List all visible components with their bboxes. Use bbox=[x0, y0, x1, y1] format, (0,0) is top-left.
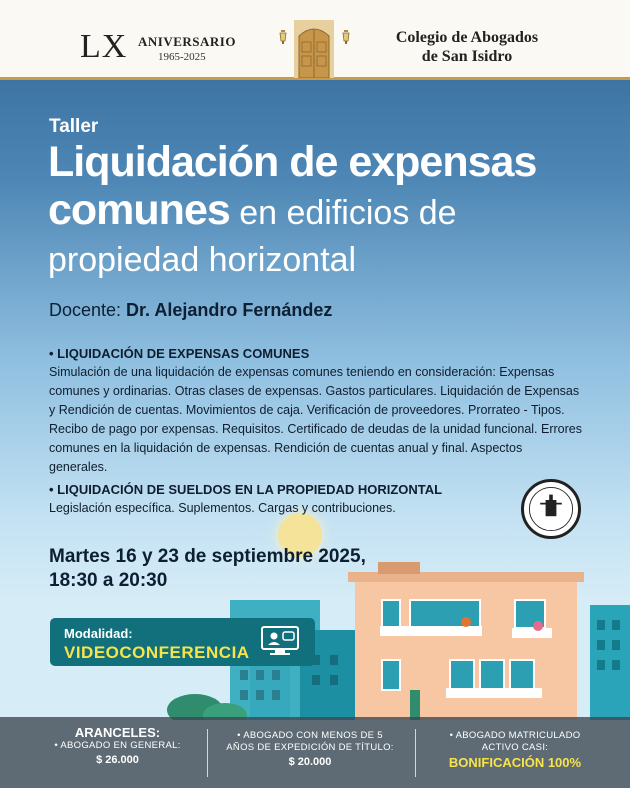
colegio-line-1: Colegio de Abogados bbox=[395, 29, 539, 46]
video-conference-icon bbox=[260, 625, 300, 657]
modalidad-label: Modalidad: bbox=[64, 626, 133, 641]
colegio-seal-icon bbox=[521, 479, 581, 539]
general-label: • ABOGADO EN GENERAL: bbox=[54, 740, 181, 751]
section-body: Legislación específica. Suplementos. Cargas y contribuciones. bbox=[49, 501, 396, 515]
footer-divider bbox=[207, 729, 208, 777]
section-body: Simulación de una liquidación de expensas comunes teniendo en consideración: Expensas comunes y ordinarias. Otras clases de expensas. Gastos particulares. Liquidación de Expensas y Rendición de cuentas. Movimientos de caja. Verificación de proveedores. Prorrateo - Tipos. Recibo de pago por expensas. Requisitos. Certificado de deudas de la unidad funcional. Errores comunes en la liquidación de expensas. Rendición de cuentas anual y final. Aspectos generales. bbox=[49, 365, 582, 474]
section-heading: • LIQUIDACIÓN DE SUELDOS EN LA PROPIEDAD HORIZONTAL bbox=[49, 482, 443, 497]
arancel-matriculado bbox=[420, 717, 610, 788]
aniversario-years: 1965-2025 bbox=[158, 51, 206, 63]
menos5-price: $ 20.000 bbox=[288, 756, 332, 768]
matriculado-label-1: • ABOGADO MATRICULADO bbox=[449, 730, 581, 741]
aranceles-footer bbox=[0, 717, 630, 788]
colegio-line-2: de San Isidro bbox=[421, 48, 513, 65]
header-bar bbox=[0, 0, 630, 80]
title-line-2-bold: comunes bbox=[48, 186, 230, 234]
matriculado-label-2: ACTIVO CASI: bbox=[481, 742, 549, 753]
arancel-menos5 bbox=[212, 717, 408, 788]
general-price: $ 26.000 bbox=[96, 754, 139, 766]
menos5-label-1: • ABOGADO CON MENOS DE 5 bbox=[237, 730, 383, 741]
menos5-label-2: AÑOS DE EXPEDICIÓN DE TÍTULO: bbox=[226, 742, 394, 753]
footer-divider bbox=[415, 729, 416, 777]
modalidad-box bbox=[50, 618, 315, 666]
section-heading: • LIQUIDACIÓN DE EXPENSAS COMUNES bbox=[49, 346, 310, 361]
lx-mark: LX bbox=[80, 28, 128, 65]
modalidad-value: VIDEOCONFERENCIA bbox=[64, 643, 250, 662]
docente bbox=[49, 300, 332, 321]
colegio-name bbox=[385, 28, 549, 66]
aranceles-title: ARANCELES: bbox=[74, 725, 161, 740]
left-lamp-icon bbox=[278, 30, 288, 44]
door-logo-icon bbox=[294, 20, 334, 78]
title-line-2-rest: en edificios de bbox=[229, 194, 457, 232]
bonificacion-label: BONIFICACIÓN 100% bbox=[448, 755, 582, 770]
schedule bbox=[49, 545, 366, 593]
arancel-general bbox=[30, 717, 205, 788]
title-line-3: propiedad horizontal bbox=[48, 241, 357, 279]
title-line-2 bbox=[48, 188, 457, 242]
section-expensas bbox=[49, 346, 584, 477]
section-sueldos bbox=[49, 482, 584, 518]
right-lamp-icon bbox=[341, 30, 351, 44]
aniversario-label: ANIVERSARIO bbox=[138, 34, 236, 49]
docente-label: Docente: bbox=[49, 300, 127, 320]
docente-name: Dr. Alejandro Fernández bbox=[126, 300, 333, 320]
taller-label: Taller bbox=[49, 116, 99, 137]
title-line-1: Liquidación de expensas bbox=[48, 138, 537, 186]
schedule-time: 18:30 a 20:30 bbox=[49, 570, 168, 591]
schedule-dates: Martes 16 y 23 de septiembre 2025, bbox=[49, 546, 366, 567]
